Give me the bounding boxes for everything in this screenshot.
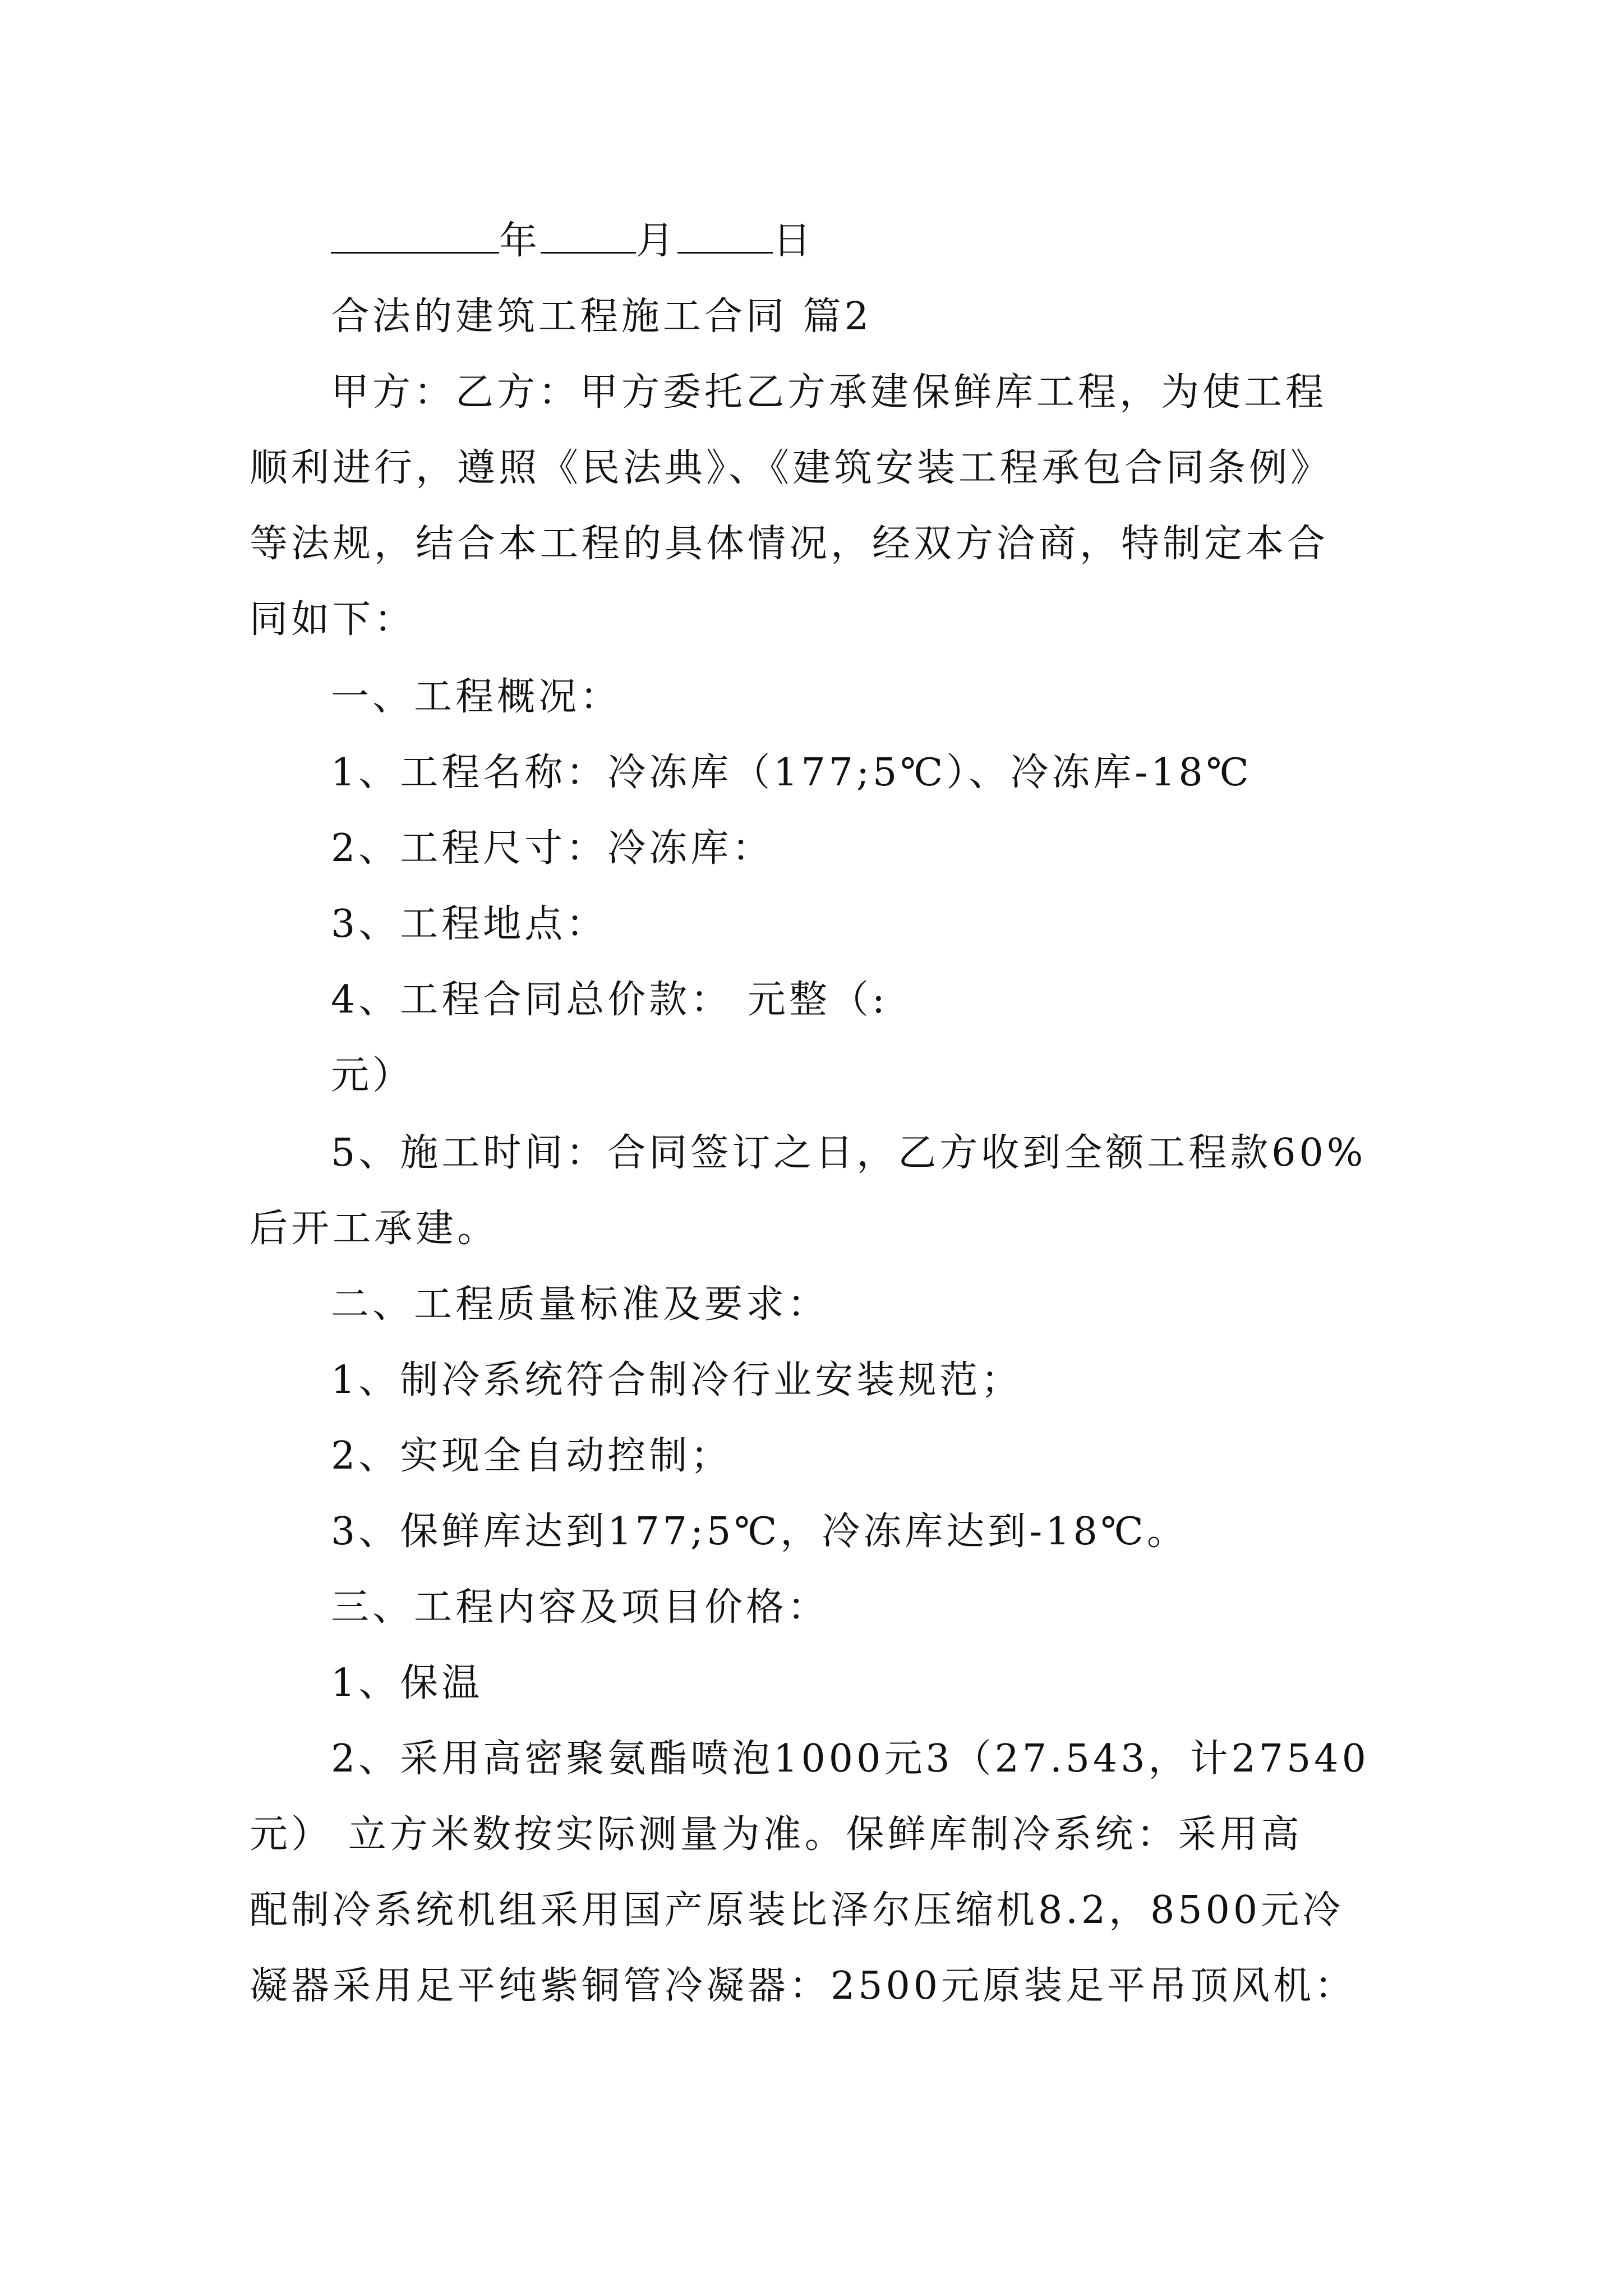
paragraph-intro-line-2: 顺利进行，遵照《民法典》、《建筑安装工程承包合同条例》 [250, 446, 1332, 490]
content-item-2: 2、采用高密聚氨酯喷泡1000元3（27.543，计27540 [331, 1737, 1370, 1781]
month-label: 月 [636, 219, 678, 263]
item-project-size: 2、工程尺寸：冷冻库： [331, 826, 774, 871]
item-contract-price-cont: 元） [331, 1053, 414, 1098]
paragraph-intro-line-4: 同如下： [250, 597, 416, 642]
paragraph-intro-line-3: 等法规，结合本工程的具体情况，经双方洽商，特制定本合 [250, 522, 1329, 566]
quality-item-3: 3、保鲜库达到177;5℃，冷冻库达到-18℃。 [331, 1510, 1188, 1554]
item-construction-time: 5、施工时间：合同签订之日，乙方收到全额工程款60% [331, 1131, 1367, 1175]
month-blank [541, 218, 636, 254]
quality-item-1: 1、制冷系统符合制冷行业安装规范； [331, 1358, 1023, 1402]
year-label: 年 [499, 219, 541, 263]
section-heading-2: 二、工程质量标准及要求： [331, 1282, 829, 1327]
document-title: 合法的建筑工程施工合同 篇2 [331, 295, 872, 339]
year-blank [331, 218, 499, 254]
content-item-2-line-2: 元） 立方米数按实际测量为准。保鲜库制冷系统：采用高 [250, 1812, 1303, 1857]
date-line [331, 216, 814, 266]
item-construction-time-cont: 后开工承建。 [250, 1207, 499, 1251]
item-project-name: 1、工程名称：冷冻库（177;5℃）、冷冻库-18℃ [331, 751, 1252, 795]
day-blank [677, 218, 773, 254]
quality-item-2: 2、实现全自动控制； [331, 1434, 732, 1478]
content-item-2-line-3: 配制冷系统机组采用国产原装比泽尔压缩机8.2，8500元冷 [250, 1888, 1344, 1932]
section-heading-1: 一、工程概况： [331, 675, 622, 719]
paragraph-intro-line-1: 甲方：乙方：甲方委托乙方承建保鲜库工程，为使工程 [331, 370, 1327, 415]
day-label: 日 [773, 219, 815, 263]
item-project-location: 3、工程地点： [331, 902, 608, 946]
content-item-1: 1、保温 [331, 1661, 483, 1705]
section-heading-3: 三、工程内容及项目价格： [331, 1585, 829, 1630]
content-item-2-line-4: 凝器采用足平纯紫铜管冷凝器：2500元原装足平吊顶风机： [250, 1964, 1357, 2008]
item-contract-price: 4、工程合同总价款： 元整（: [331, 978, 888, 1022]
